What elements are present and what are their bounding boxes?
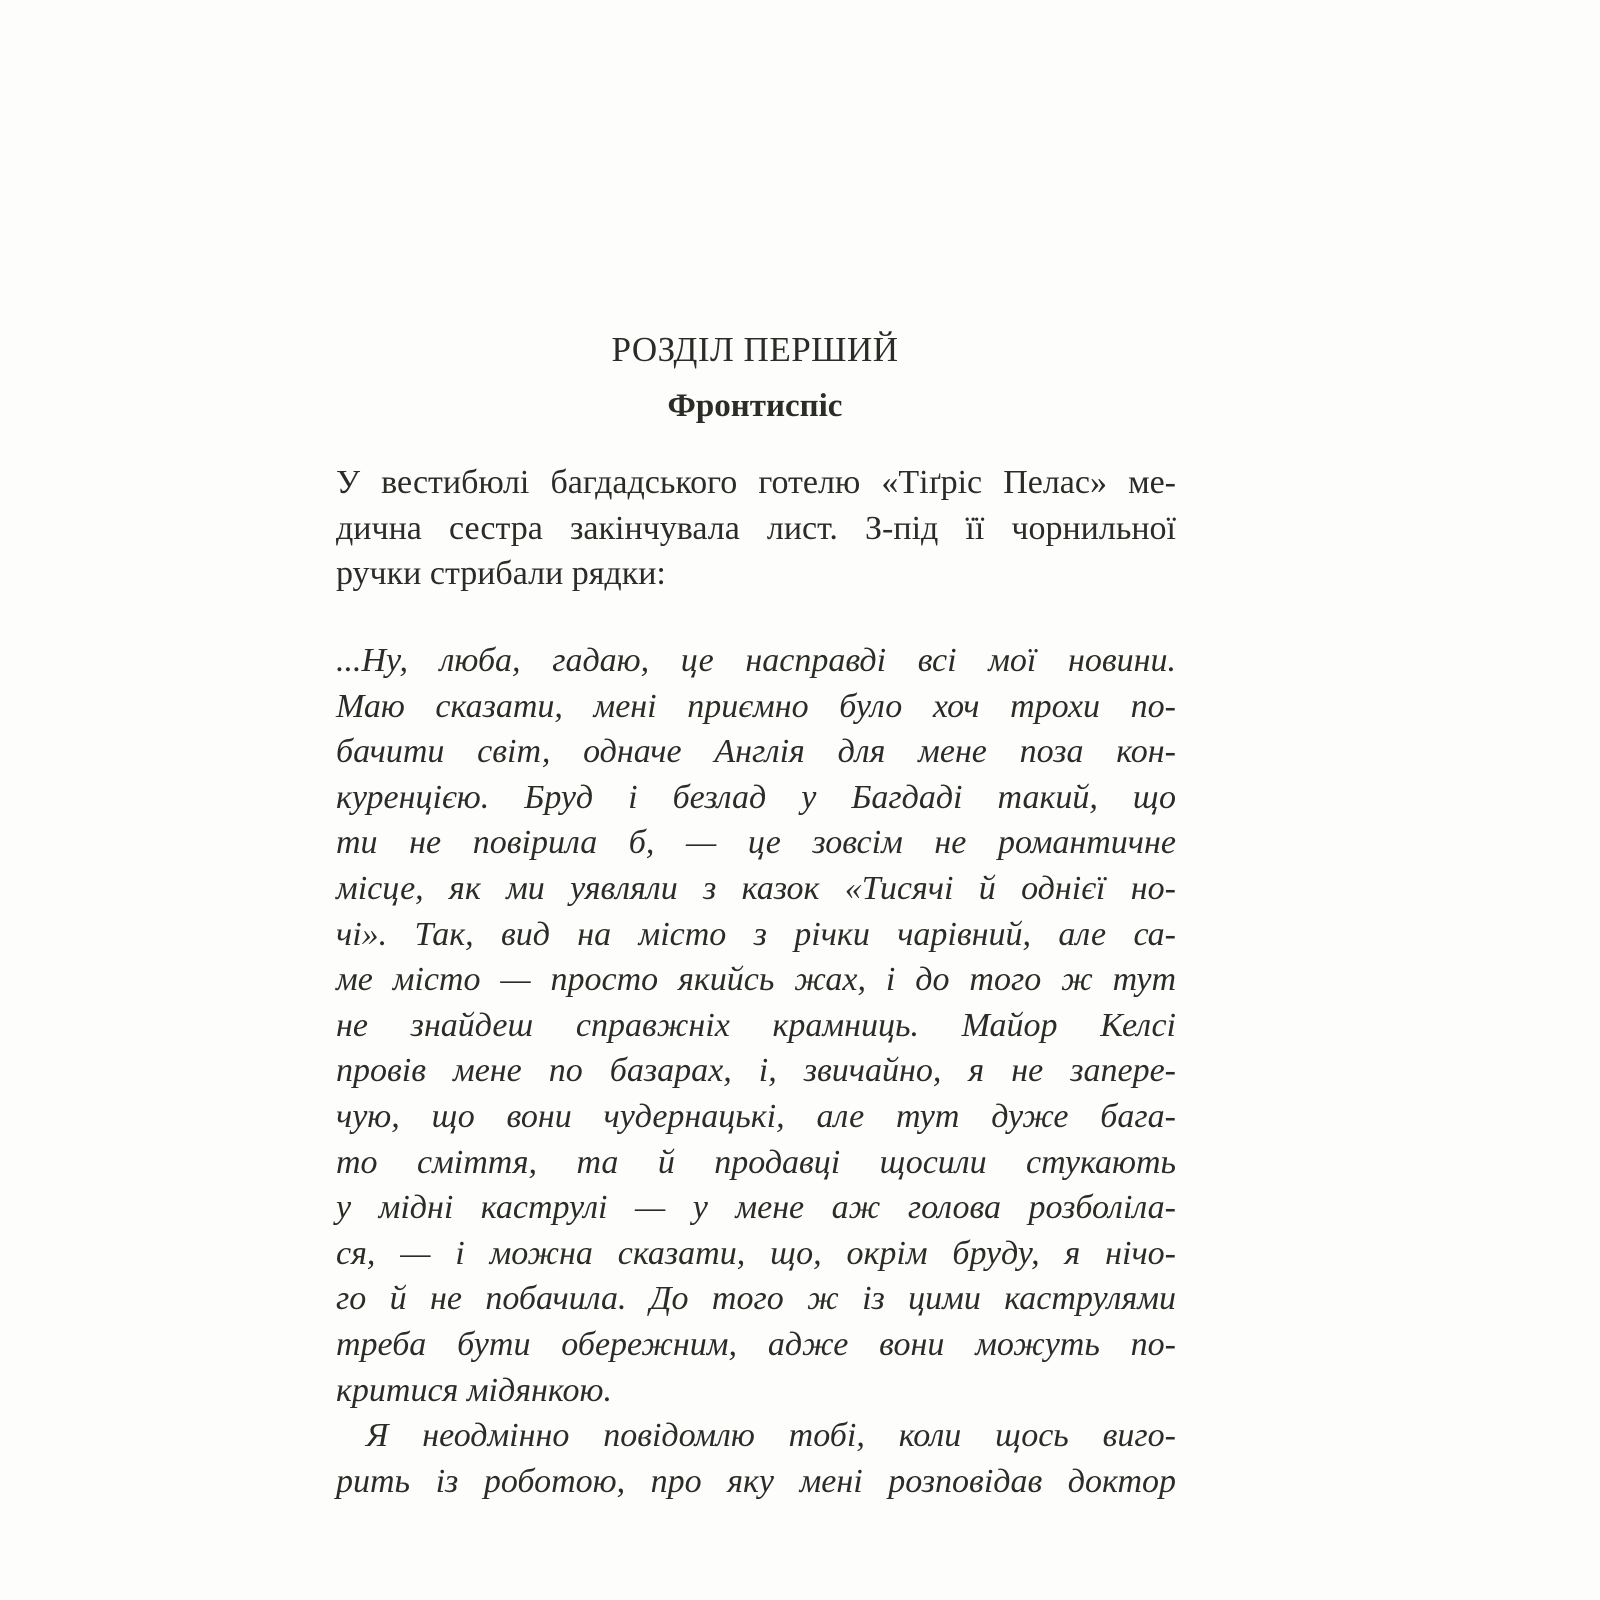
chapter-heading: РОЗДІЛ ПЕРШИЙ [611, 330, 899, 369]
text-line: у мідні каструлі — у мене аж голова розболіла- [336, 1189, 1176, 1227]
text-line: провів мене по базарах, і, звичайно, я не запере- [336, 1052, 1176, 1090]
text-line: куренцією. Бруд і безлад у Багдаді такий, що [336, 778, 1176, 816]
text-line: не знайдеш справжніх крамниць. Майор Келсі [336, 1006, 1176, 1044]
text-line: ся, — і можна сказати, що, окрім бруду, я нічо- [336, 1234, 1176, 1272]
letter-text [336, 638, 1176, 1504]
text-line: ти не повірила б, — це зовсім не романтичне [336, 824, 1176, 862]
text-line: рить із роботою, про яку мені розповідав доктор [336, 1462, 1176, 1500]
text-line: Маю сказати, мені приємно було хоч трохи по- [336, 687, 1176, 725]
text-line: то сміття, та й продавці щосили стукають [336, 1143, 1176, 1181]
intro-paragraph [336, 460, 1176, 597]
text-line: бачити світ, одначе Англія для мене поза кон- [336, 733, 1176, 771]
text-line: ручки стрибали рядки: [336, 555, 666, 593]
text-line: ...Ну, люба, гадаю, це насправді всі мої новини. [336, 642, 1176, 679]
text-line: дична сестра закінчувала лист. З-під її чорнильної [336, 509, 1176, 547]
chapter-title: Фронтиспіс [667, 388, 843, 424]
text-line: чі». Так, вид на місто з річки чарівний, але са- [336, 915, 1176, 953]
text-line: треба бути обережним, адже вони можуть по- [336, 1325, 1176, 1363]
text-line: Я неодмінно повідомлю тобі, коли щось виго- [366, 1417, 1176, 1455]
text-line: критися мідянкою. [336, 1371, 612, 1409]
text-line: ме місто — просто якийсь жах, і до того ж тут [336, 961, 1176, 999]
text-line: чую, що вони чудернацькі, але тут дуже бага- [336, 1097, 1176, 1135]
text-line: місце, як ми уявляли з казок «Тисячі й однієї но- [336, 869, 1176, 907]
text-line: У вестибюлі багдадського готелю «Тіґріс Пелас» ме- [336, 464, 1176, 501]
text-line: го й не побачила. До того ж із цими каструлями [336, 1280, 1176, 1318]
